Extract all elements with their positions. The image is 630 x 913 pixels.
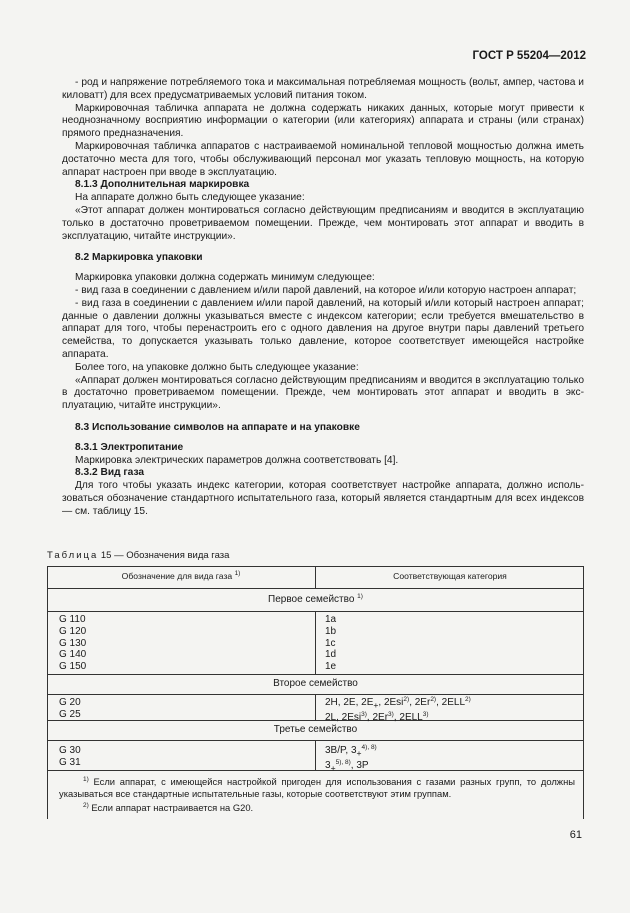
gas-code: G 130 [59,637,87,649]
category-line [325,745,377,760]
gas-code: G 31 [59,756,81,768]
family3-gas-list [59,745,81,769]
family1-category-list [325,614,336,673]
subscript: + [330,762,336,773]
category-code: 1a [325,614,337,625]
category-text: 3B/P, 3 [325,745,357,756]
section-heading-8-3-1: 8.3.1 Электропитание [75,441,184,453]
column-header-gas-text: Обозначение для вида газа [121,571,233,581]
paragraph: «Аппарат должен монтироваться согласно действующим предписаниям и вводится в эксплуатацию только в достаточно проветриваемом помещении. Прежде, чем монтировать этот аппарат и вводить в эксплуатацию, читайте инструкции». [62,374,584,412]
category-text: 3 [325,759,331,771]
footnote-ref: 3) [388,710,394,718]
footnote-ref: 2) [403,696,410,703]
section-heading-8-2: 8.2 Маркировка упаковки [75,252,203,264]
footnote-text: Если аппарат, с имеющейся настройкой пригоден для использования с газами разных групп, то должны указываться все стандартные испытательные газы, которые соответствуют этим группам. [59,776,575,799]
footnote-ref: 1) [234,570,241,577]
category-code: 1d [325,649,337,661]
paragraph: Маркировка электрических параметров должна соответствовать [4]. [75,454,399,466]
page-number: 61 [569,829,582,841]
category-text: , 2Esi [378,697,404,708]
paragraph: Маркировочная табличка аппарата не должна содержать никаких данных, которые могут привести к неоднозначному восприятию информации о категории (или категориях) аппарата и страны (или странах) прямого предназначения. [62,102,584,140]
paragraph: Маркировка упаковки должна содержать минимум следующее: [75,272,375,284]
category-text: 2H, 2E, 2E [325,697,374,708]
gas-designation-table [47,566,584,819]
paragraph: Маркировочная табличка аппаратов с настраиваемой номинальной тепловой мощностью должна иметь достаточно места для того, чтобы обслуживающий персонал мог указать тепловую мощность, на которую аппарат настроен при вводе в эксплуатацию. [62,140,584,178]
paragraph: Более того, на упаковке должно быть следующее указание: [75,361,359,373]
footnote-ref: 4), 8) [361,744,377,751]
body-text [62,77,584,519]
table-caption [47,550,229,563]
category-line [325,760,377,775]
table-footnote-2 [59,802,575,814]
footnote-ref: 3) [422,710,429,718]
footnote-ref: 3) [361,710,367,718]
footnote-text: Если аппарат настраивается на G20. [91,802,254,813]
footnote-ref: 1) [357,593,363,600]
category-text: , 2Er [409,697,431,708]
section-heading-8-1-3: 8.1.3 Дополнительная маркировка [75,179,250,191]
table-caption-word: Таблица [47,550,99,561]
category-code: 1e [325,661,337,673]
subscript: + [373,700,379,710]
gas-code: G 20 [59,697,81,708]
paragraph: - род и напряжение потребляемого тока и максимальная потребляемая мощность (вольт, ампер, частова и киловатт) для всех предусматриваемых условий питания током. [62,77,584,101]
family-row-third: Третье семейство [273,724,358,735]
section-heading-8-3: 8.3 Использование символов на аппарате и на упаковке [75,421,360,433]
footnote-mark: 2) [83,802,89,809]
family1-gas-list [59,614,86,673]
category-text: , 2Er [366,711,389,723]
paragraph: На аппарате должно быть следующее указание: [75,192,305,204]
category-text: 2L, 2Esi [325,711,362,723]
family3-category-list [325,745,377,775]
gas-code: G 140 [59,649,87,661]
document-id: ГОСТ Р 55204—2012 [472,50,586,62]
gas-code: G 25 [59,708,81,720]
column-header-gas [47,571,315,583]
footnote-ref: 5), 8) [335,758,351,766]
paragraph: - вид газа в соединении с давлением и/или парой давлений, на который и/или который настроен аппарат; данные о давлении должны указываться вместе с индексом категории; если требуется вмешательство в аппарат для того, чтобы перенастроить его с одного давления на другое внутри пары давлений третьего семейства, то допускается указывать только давление, которое соответствует имеющейся настройке аппарата. [62,297,584,360]
table-col-divider [315,694,316,721]
gas-code: G 110 [59,614,86,625]
paragraph: «Этот аппарат должен монтироваться согласно действующим предписаниям и вводится в эксплуатацию только в достаточно проветриваемом помещении. Прежде, чем монтировать этот аппарат и вводить в эксплуатацию, читайте инструкции». [62,204,584,242]
footnote-mark: 1) [83,776,89,783]
family-row-second: Второе семейство [273,678,358,689]
family-row-first [47,594,584,606]
column-header-category: Соответствующая категория [393,571,507,581]
footnote-ref: 2) [430,696,437,703]
family2-gas-list [59,697,81,721]
category-line [325,712,471,724]
section-heading-8-3-2: 8.3.2 Вид газа [75,467,145,479]
gas-code: G 150 [59,661,87,673]
footnote-ref: 2) [465,696,471,703]
category-line [325,697,471,712]
category-code: 1c [325,637,336,649]
subscript: + [356,748,362,758]
table-caption-text: 15 — Обозначения вида газа [98,550,230,561]
gas-code: G 30 [59,745,81,756]
gas-code: G 120 [59,625,87,637]
family2-category-list [325,697,471,724]
table-col-divider [315,740,316,771]
category-text: , 2ELL [393,711,423,723]
category-code: 1b [325,625,337,637]
table-footnote-1 [59,776,575,800]
category-text: , 3P [350,759,369,771]
paragraph: - вид газа в соединении с давлением и/или парой давлений, на которое и/или которую настроен аппарат; [75,284,577,296]
family-first-label: Первое семейство [268,594,355,605]
paragraph: Для того чтобы указать индекс категории, которая соответствует настройке аппарата, должно использоваться обозначение стандартного испытательного газа, который является стандартным для всех индексов — см. таблицу 15. [62,480,584,517]
table-col-divider [315,611,316,675]
category-text: , 2ELL [436,697,466,708]
